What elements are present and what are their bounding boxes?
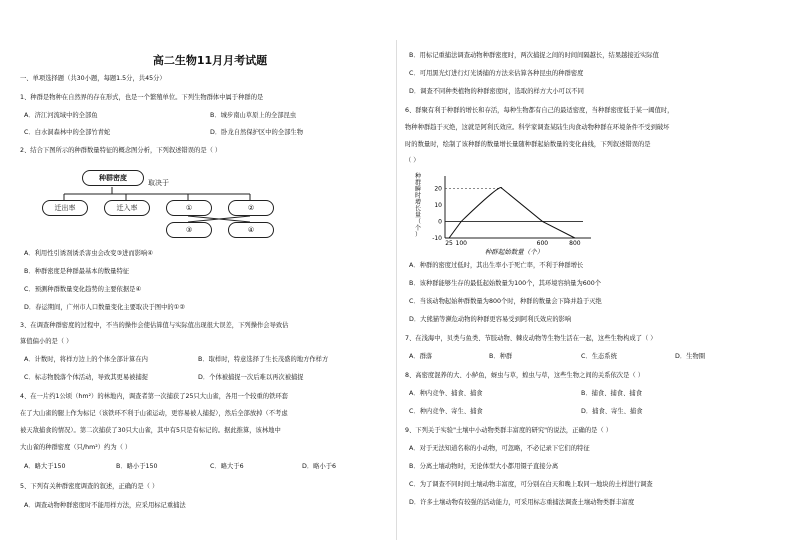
q7-stem: 7、在浅海中，贝类与鱼类、节肢动物、棘皮动物等生物生活在一起，这些生物构成了（ ） (405, 335, 657, 342)
q3-option-c[interactable]: C．标志物脱落个体活动，导致其更易被捕捉 (24, 374, 149, 381)
q2-concept-diagram (42, 166, 282, 238)
page-title: 高二生物11月月考试题 (152, 54, 268, 67)
q5-stem: 5、下列有关种群密度调查的叙述，正确的是（ ） (20, 483, 159, 490)
q1-stem: 1、种群是物种在自然界的存在形式，也是一个繁殖单位。下列生物群体中属于种群的是 (20, 94, 264, 101)
y-tick-label: 10 (434, 201, 442, 209)
q7-option-d[interactable]: D．生物圈 (675, 353, 706, 360)
q5-option-c[interactable]: C．可用黑光灯进行灯光诱捕的方法来估算各种昆虫的种群密度 (409, 70, 584, 77)
q4-option-a[interactable]: A．略大于150 (24, 463, 66, 470)
q2-option-d[interactable]: D．春运期间，广州市人口数量变化主要取决于图中的①② (24, 304, 185, 311)
diagram-node-4: ④ (228, 222, 274, 238)
x-tick-label: 25 (445, 240, 453, 247)
x-tick-label: 100 (455, 240, 467, 247)
diagram-node-emigration: 迁出率 (42, 200, 88, 216)
q1-option-d[interactable]: D．卧龙自然保护区中的全部生物 (210, 129, 304, 136)
q6-option-c[interactable]: C．当该动物起始种群数量为800个时，种群的数量会下降并趋于灭绝 (409, 298, 602, 305)
q4-stem-line2: 在了大山雀的腿上作为标记（该铁环不利于山雀运动，更容易被人捕捉），然后全部放掉（不考虑 (20, 410, 288, 417)
q3-stem-line1: 3、在调查种群密度的过程中，不当的操作会使估算值与实际值出现很大误差，下列操作会导致估 (20, 322, 289, 329)
q9-option-d[interactable]: D．许多土壤动物有较强的活动能力，可采用标志重捕法调查土壤动物类群丰富度 (409, 499, 635, 506)
diagram-node-1: ① (166, 200, 212, 216)
q6-chart-svg (405, 170, 605, 260)
q4-option-d[interactable]: D．略小于6 (302, 463, 337, 470)
q4-option-b[interactable]: B．略小于150 (116, 463, 158, 470)
y-axis-label: 种群瞬时增长量（个） (415, 173, 422, 239)
q5-option-b[interactable]: B．用标记重捕法调查动物种群密度时，两次捕捉之间的时间间隔越长，结果越接近实际值 (409, 52, 659, 59)
q2-option-c[interactable]: C．预测种群数量变化趋势的主要依据是④ (24, 286, 142, 293)
series-line (445, 187, 575, 238)
q7-option-a[interactable]: A．群落 (409, 353, 433, 360)
q6-option-b[interactable]: B．该种群能够生存的最低起始数量为100个，其环境容纳量为600个 (409, 280, 602, 287)
q9-option-c[interactable]: C．为了调查不同时间土壤动物丰富度，可分别在白天和晚上取同一地块的土样进行调查 (409, 481, 653, 488)
q4-stem-line1: 4、在一片约1公顷（hm²）的林地内，调查者第一次捕获了25只大山雀，各用一个较重的铁环套 (20, 393, 288, 400)
q8-option-c[interactable]: C．种内竞争、寄生、捕食 (409, 408, 483, 415)
q6-chart (405, 170, 605, 260)
y-tick-label: 0 (438, 218, 442, 226)
q2-option-a[interactable]: A．利用性引诱剂诱杀害虫会改变③进而影响④ (24, 250, 153, 257)
q7-option-b[interactable]: B．种群 (489, 353, 513, 360)
q4-option-c[interactable]: C．略大于6 (210, 463, 244, 470)
q6-stem-line3: 时的数量时，绘制了该种群的数量增长量随种群起始数量的变化曲线，下列叙述错误的是 (405, 141, 651, 148)
q5-option-d[interactable]: D．调查不同种类植物的种群密度时，选取的样方大小可以不同 (409, 88, 584, 95)
diagram-node-immigration: 迁入率 (104, 200, 150, 216)
x-axis-label: 种群起始数量（个） (484, 248, 544, 256)
diagram-node-3: ③ (166, 222, 212, 238)
q9-option-b[interactable]: B．分离土壤动物时，无论体型大小都用镊子直接分离 (409, 463, 559, 470)
x-tick-label: 800 (569, 240, 581, 247)
diagram-label-decide: 取决于 (148, 179, 169, 187)
q3-option-a[interactable]: A．计数时，将样方边上的个体全部计算在内 (24, 356, 148, 363)
y-tick-label: -10 (432, 235, 442, 242)
q6-stem-line2: 物种种群趋于灭绝，这就是阿利氏效应。科学家调查某陆生肉食动物种群在环境条件不受到破坏 (405, 124, 670, 131)
q6-stem-line1: 6、群聚有利于种群的增长和存活，每种生物都有自己的最适密度，当种群密度低于某一阈值时， (405, 107, 674, 114)
q2-stem: 2、结合下图所示的种群数量特征的概念图分析，下列叙述错误的是（ ） (20, 147, 222, 154)
q8-option-d[interactable]: D．捕食、寄生、捕食 (581, 408, 643, 415)
q6-stem-line4: （ ） (405, 157, 420, 164)
q3-option-b[interactable]: B．取样时，特意选择了生长茂盛的地方作样方 (198, 356, 329, 363)
q9-stem: 9、下列关于实验"土壤中小动物类群丰富度的研究"的说法，正确的是（ ） (405, 427, 613, 434)
x-tick-label: 600 (536, 240, 549, 247)
y-tick-label: 20 (434, 185, 442, 193)
q6-option-d[interactable]: D．大熊猫等濒危动物的种群更容易受到阿利氏效应的影响 (409, 316, 572, 323)
column-divider (396, 40, 397, 540)
q1-option-b[interactable]: B．城步南山草原上的全部昆虫 (210, 112, 297, 119)
q1-option-a[interactable]: A．济江河流域中的全部鱼 (24, 112, 98, 119)
diagram-node-density: 种群密度 (82, 170, 144, 186)
section-heading: 一、单项选择题（共30小题，每题1.5分，共45分） (20, 75, 166, 82)
q3-option-d[interactable]: D．个体被捕捉一次后难以再次被捕捉 (198, 374, 304, 381)
q3-stem-line2: 算值偏小的是（ ） (20, 338, 73, 345)
q8-option-a[interactable]: A．种内竞争、捕食、捕食 (409, 390, 483, 397)
q2-option-b[interactable]: B．种群密度是种群最基本的数量特征 (24, 268, 130, 275)
q1-option-c[interactable]: C．白水洞森林中的全部竹青蛇 (24, 129, 111, 136)
q9-option-a[interactable]: A．对于无法知道名称的小动物，可忽略，不必记录下它们的特征 (409, 445, 590, 452)
q4-stem-line3: 被天敌捕食的情况）。第二次捕获了30只大山雀，其中有5只是有标记的。据此推算，该林地中 (20, 427, 281, 434)
q6-option-a[interactable]: A．种群的密度过低时，其出生率小于死亡率，不利于种群增长 (409, 262, 584, 269)
q7-option-c[interactable]: C．生态系统 (581, 353, 617, 360)
diagram-node-2: ② (228, 200, 274, 216)
q8-option-b[interactable]: B．捕食、捕食、捕食 (581, 390, 642, 397)
q5-option-a[interactable]: A．调查动物种群密度时不能用样方法，应采用标记重捕法 (24, 502, 186, 509)
q8-stem: 8、高密度混养的大、小鲈鱼，蚜虫与草，蝗虫与草，这些生物之间的关系依次是（ ） (405, 372, 644, 379)
q4-stem-line4: 大山雀的种群密度（只/hm²）约为（ ） (20, 444, 132, 451)
